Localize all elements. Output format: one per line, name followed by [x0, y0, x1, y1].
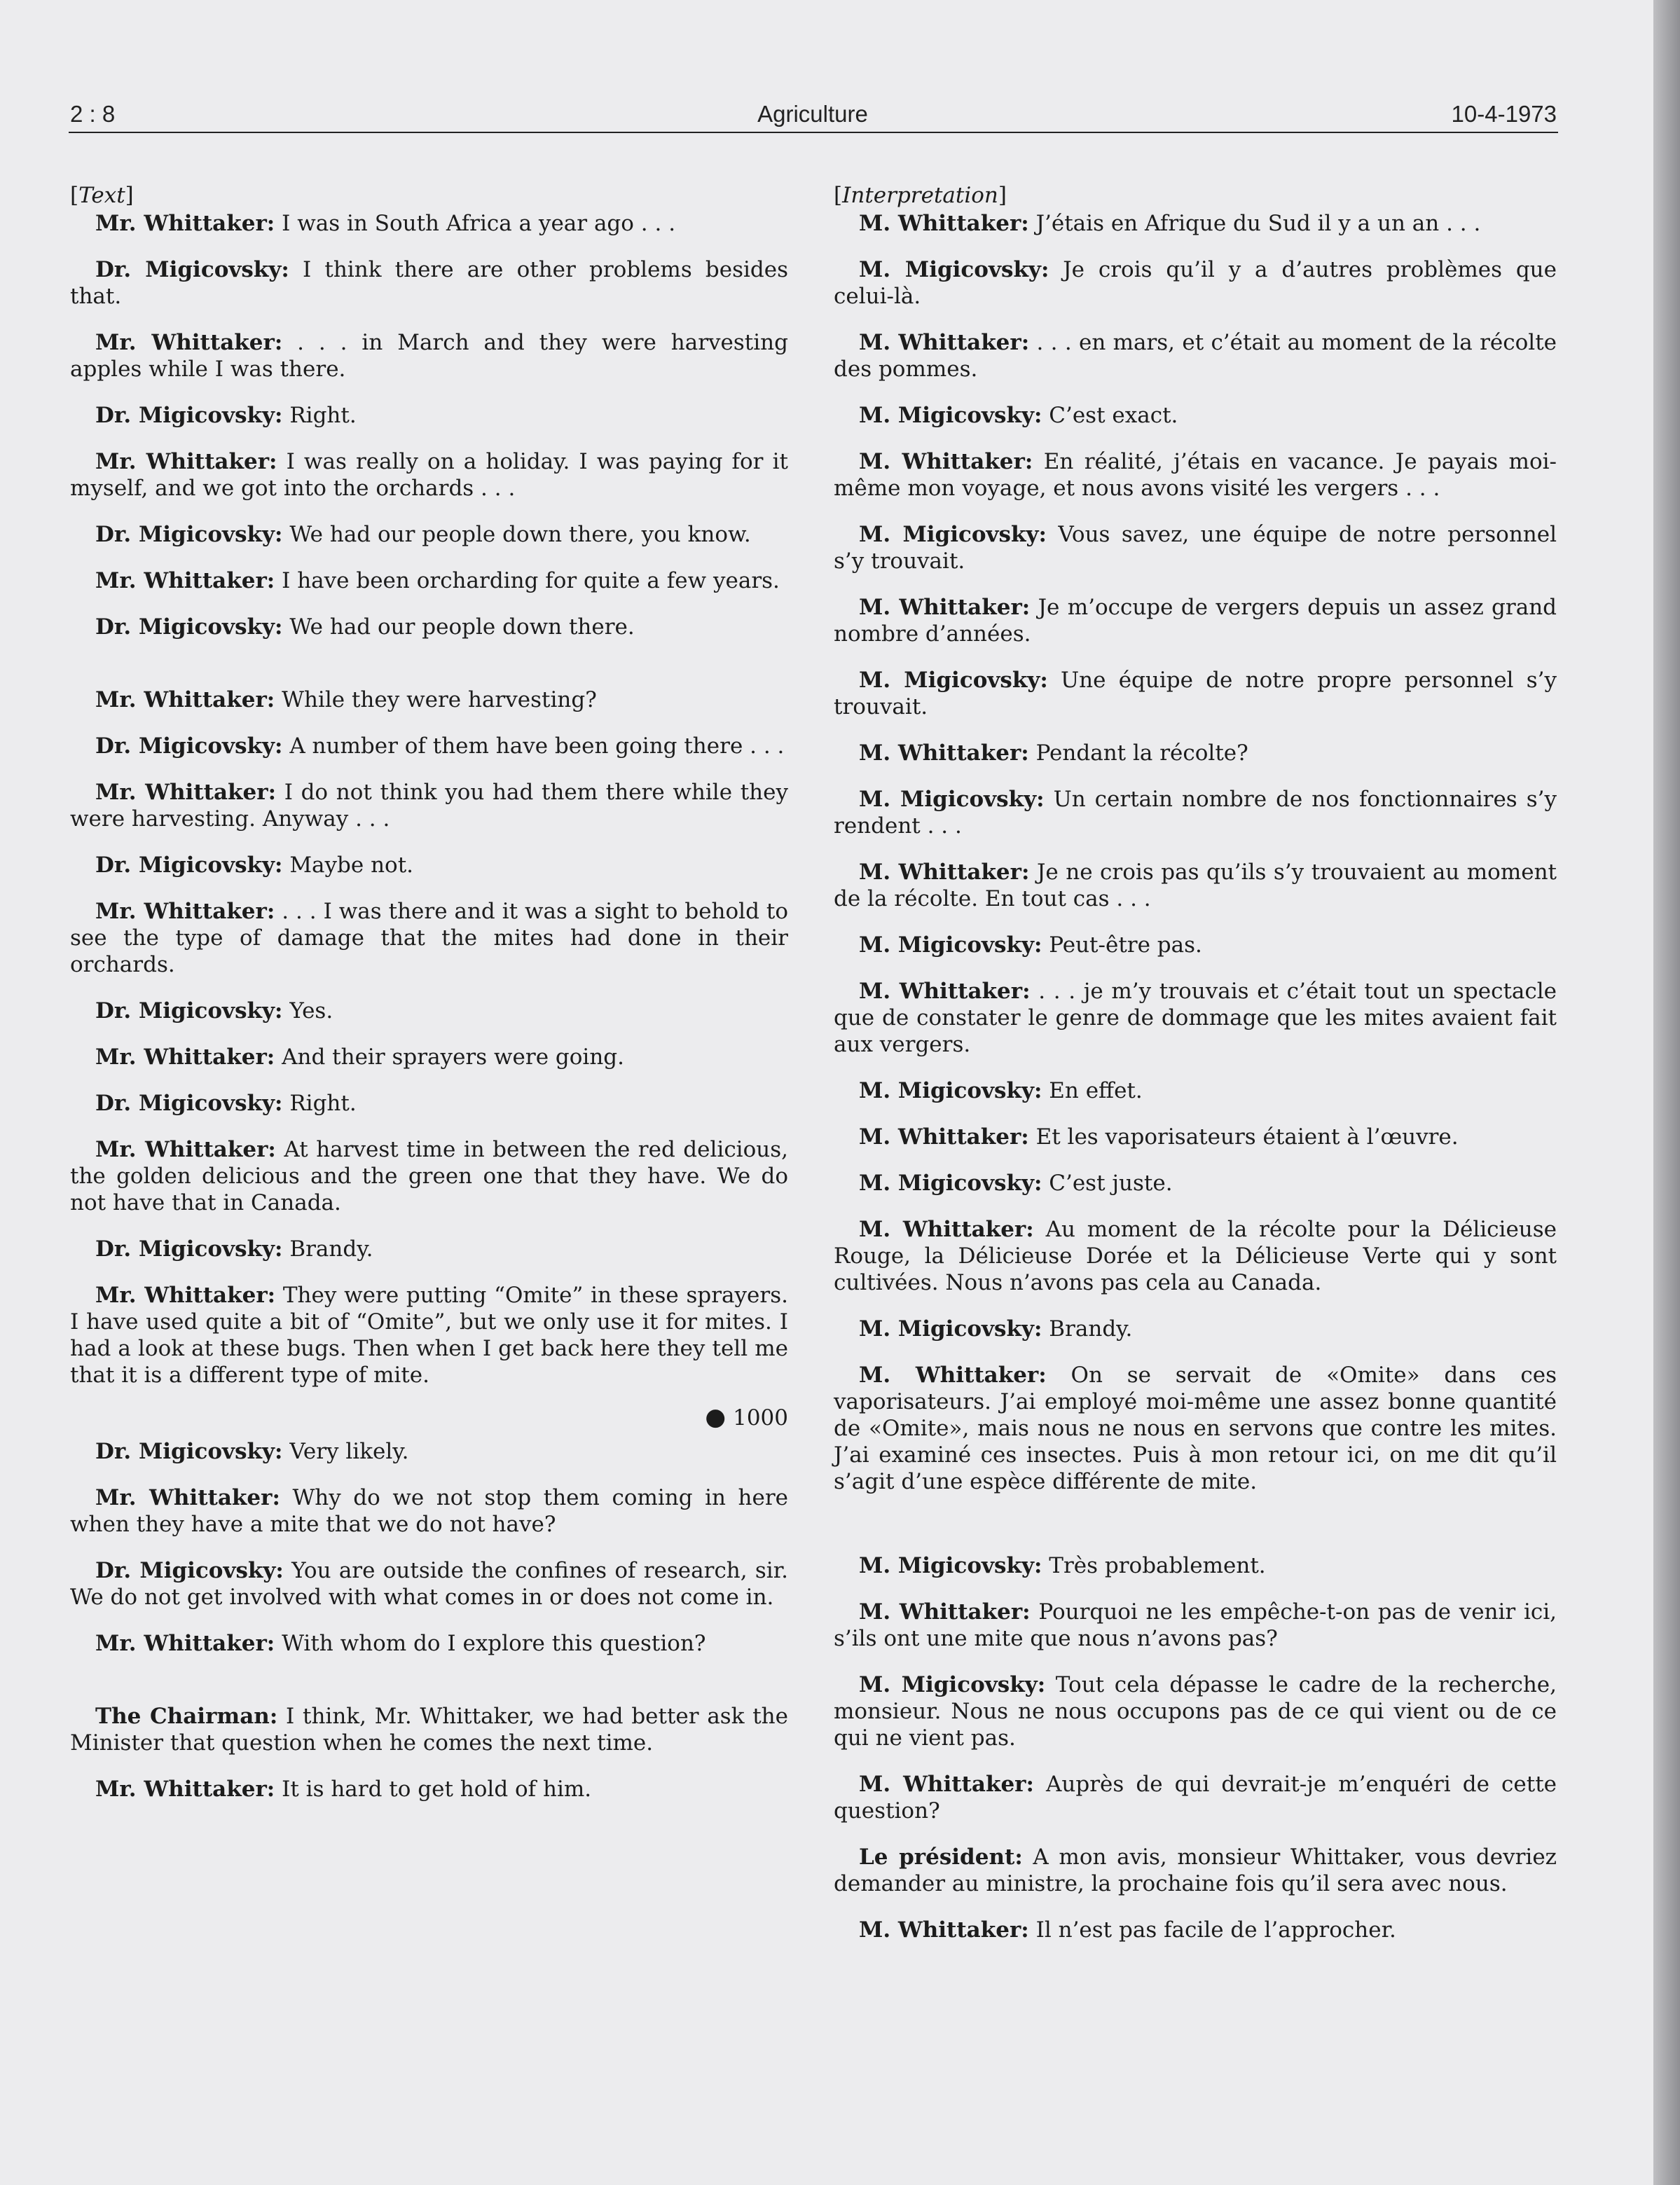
transcript-turn: M. Migicovsky: Je crois qu’il y a d’autres problèmes que celui-là.	[834, 257, 1557, 309]
speaker-name: Mr. Whittaker:	[95, 1485, 280, 1510]
speaker-name: M. Whittaker:	[859, 1917, 1029, 1943]
speaker-name: M. Whittaker:	[859, 1217, 1034, 1242]
speaker-name: M. Migicovsky:	[859, 522, 1047, 547]
transcript-turn: M. Whittaker: En réalité, j’étais en vacance. Je payais moi-même mon voyage, et nous avons visité les vergers . . .	[834, 449, 1557, 501]
speaker-name: Dr. Migicovsky:	[95, 1091, 283, 1116]
speaker-name: Mr. Whittaker:	[95, 211, 275, 236]
english-column	[70, 181, 788, 1822]
transcript-turn: M. Migicovsky: Peut-être pas.	[859, 932, 1202, 958]
french-column	[834, 181, 1557, 1963]
transcript-turn: M. Migicovsky: C’est exact.	[859, 403, 1178, 428]
speaker-name: M. Migicovsky:	[859, 1171, 1042, 1196]
speaker-name: Mr. Whittaker:	[95, 1777, 275, 1802]
page-title: Agriculture	[757, 101, 868, 127]
transcript-turn: M. Whittaker: Il n’est pas facile de l’approcher.	[859, 1917, 1396, 1943]
speaker-name: The Chairman:	[95, 1704, 278, 1729]
speaker-name: Dr. Migicovsky:	[95, 403, 283, 428]
speaker-name: M. Migicovsky:	[859, 932, 1042, 958]
speaker-name: Mr. Whittaker:	[95, 899, 275, 924]
transcript-turn: Mr. Whittaker: . . . I was there and it was a sight to behold to see the type of damage that the mites had done in their orchards.	[70, 899, 788, 977]
speaker-name: Dr. Migicovsky:	[95, 257, 289, 282]
speaker-name: M. Whittaker:	[859, 1772, 1034, 1797]
transcript-turn: M. Whittaker: Pourquoi ne les empêche-t-on pas de venir ici, s’ils ont une mite que nous n’avons pas?	[834, 1599, 1557, 1651]
bullet-icon: ●	[705, 1403, 727, 1431]
speaker-name: M. Migicovsky:	[859, 668, 1048, 693]
transcript-turn: Le président: A mon avis, monsieur Whittaker, vous devriez demander au ministre, la prochaine fois qu’il sera avec nous.	[834, 1845, 1557, 1896]
speaker-name: M. Whittaker:	[859, 740, 1029, 766]
speaker-name: Mr. Whittaker:	[95, 1631, 275, 1656]
transcript-turn: M. Whittaker: . . . en mars, et c’était au moment de la récolte des pommes.	[834, 330, 1557, 382]
speaker-name: Mr. Whittaker:	[95, 687, 275, 712]
speaker-name: M. Whittaker:	[859, 1124, 1029, 1150]
speaker-name: M. Migicovsky:	[859, 1553, 1042, 1578]
header-rule	[69, 132, 1558, 133]
speaker-name: Dr. Migicovsky:	[95, 853, 283, 878]
transcript-turn: Dr. Migicovsky: A number of them have been going there . . .	[95, 733, 785, 759]
section-label: [Text]	[70, 183, 134, 208]
transcript-turn: M. Migicovsky: Vous savez, une équipe de notre personnel s’y trouvait.	[834, 522, 1557, 574]
transcript-turn: M. Whittaker: . . . je m’y trouvais et c’était tout un spectacle que de constater le genre de dommage que les mites avaient fait aux vergers.	[834, 979, 1557, 1057]
speaker-name: Dr. Migicovsky:	[95, 522, 283, 547]
transcript-turn: M. Migicovsky: Une équipe de notre propre personnel s’y trouvait.	[834, 668, 1557, 719]
transcript-turn: M. Migicovsky: En effet.	[859, 1078, 1143, 1103]
speaker-name: M. Whittaker:	[859, 1363, 1047, 1388]
transcript-turn: Mr. Whittaker: I was really on a holiday. I was paying for it myself, and we got into the orchards . . .	[70, 449, 788, 501]
transcript-turn: M. Migicovsky: Très probablement.	[859, 1553, 1266, 1578]
speaker-name: Dr. Migicovsky:	[95, 1439, 283, 1464]
speaker-name: Dr. Migicovsky:	[95, 614, 283, 640]
transcript-turn: M. Whittaker: Je m’occupe de vergers depuis un assez grand nombre d’années.	[834, 595, 1557, 647]
speaker-name: M. Whittaker:	[859, 595, 1031, 620]
transcript-turn: M. Whittaker: On se servait de «Omite» dans ces vaporisateurs. J’ai employé moi-même une assez bonne quantité de «Omite», mais nous ne nous en servons que contre les mites. J’ai examiné ces insectes. Puis à mon retour ici, on me dit qu’il s’agit d’une espèce différente de mite.	[834, 1363, 1557, 1494]
transcript-turn: The Chairman: I think, Mr. Whittaker, we had better ask the Minister that question when he comes the next time.	[70, 1704, 788, 1756]
speaker-name: M. Migicovsky:	[859, 787, 1045, 812]
transcript-turn: Dr. Migicovsky: Right.	[95, 403, 357, 428]
transcript-turn: Mr. Whittaker: With whom do I explore this question?	[95, 1631, 706, 1656]
transcript-turn: M. Whittaker: Au moment de la récolte pour la Délicieuse Rouge, la Délicieuse Dorée et la Délicieuse Verte qui y sont cultivées. Nous n’avons pas cela au Canada.	[834, 1217, 1557, 1295]
speaker-name: M. Migicovsky:	[859, 403, 1042, 428]
transcript-turn: M. Whittaker: Auprès de qui devrait-je m’enquéri de cette question?	[834, 1772, 1557, 1824]
transcript-turn: M. Whittaker: Pendant la récolte?	[859, 740, 1248, 766]
transcript-turn: M. Migicovsky: Brandy.	[859, 1316, 1133, 1342]
transcript-turn: Dr. Migicovsky: Maybe not.	[95, 853, 414, 878]
speaker-name: Dr. Migicovsky:	[95, 998, 283, 1023]
transcript-turn: Mr. Whittaker: And their sprayers were going.	[95, 1045, 624, 1070]
page-edge-shadow	[1653, 0, 1680, 2185]
time-marker: ● 1000	[705, 1403, 788, 1431]
page-number: 2 : 8	[70, 101, 116, 127]
speaker-name: Mr. Whittaker:	[95, 1045, 275, 1070]
speaker-name: Dr. Migicovsky:	[95, 1236, 283, 1262]
speaker-name: Mr. Whittaker:	[95, 330, 283, 355]
transcript-turn: Dr. Migicovsky: I think there are other problems besides that.	[70, 257, 789, 309]
transcript-turn: Mr. Whittaker: I was in South Africa a year ago . . .	[95, 211, 676, 236]
speaker-name: Mr. Whittaker:	[95, 449, 277, 474]
transcript-turn: M. Whittaker: Je ne crois pas qu’ils s’y trouvaient au moment de la récolte. En tout cas . . .	[834, 860, 1557, 911]
speaker-name: M. Whittaker:	[859, 211, 1029, 236]
speaker-name: Mr. Whittaker:	[95, 780, 277, 805]
speaker-name: Le président:	[859, 1845, 1023, 1870]
transcript-turn: Mr. Whittaker: . . . in March and they were harvesting apples while I was there.	[70, 330, 788, 382]
transcript-turn: Dr. Migicovsky: Brandy.	[95, 1236, 373, 1262]
transcript-turn: Dr. Migicovsky: You are outside the confines of research, sir. We do not get involved with what comes in or does not come in.	[70, 1558, 788, 1610]
transcript-turn: Dr. Migicovsky: Yes.	[95, 998, 333, 1023]
speaker-name: M. Migicovsky:	[859, 1078, 1042, 1103]
speaker-name: Mr. Whittaker:	[95, 1283, 276, 1308]
transcript-turn: Mr. Whittaker: Why do we not stop them coming in here when they have a mite that we do not have?	[70, 1485, 788, 1537]
speaker-name: Mr. Whittaker:	[95, 568, 275, 593]
transcript-turn: Dr. Migicovsky: We had our people down there.	[95, 614, 635, 640]
speaker-name: M. Whittaker:	[859, 1599, 1031, 1625]
speaker-name: M. Migicovsky:	[859, 257, 1049, 282]
speaker-name: M. Migicovsky:	[859, 1672, 1046, 1697]
transcript-turn: Mr. Whittaker: At harvest time in between the red delicious, the golden delicious and the green one that they have. We do not have that in Canada.	[70, 1137, 788, 1215]
speaker-name: M. Whittaker:	[859, 979, 1031, 1004]
transcript-turn: M. Whittaker: J’étais en Afrique du Sud il y a un an . . .	[859, 211, 1481, 236]
transcript-turn: M. Whittaker: Et les vaporisateurs étaient à l’œuvre.	[859, 1124, 1459, 1150]
section-label: [Interpretation]	[834, 183, 1007, 208]
transcript-turn: Mr. Whittaker: It is hard to get hold of him.	[95, 1777, 592, 1802]
transcript-turn: M. Migicovsky: Un certain nombre de nos fonctionnaires s’y rendent . . .	[834, 787, 1557, 839]
speaker-name: Mr. Whittaker:	[95, 1137, 276, 1162]
speaker-name: M. Whittaker:	[859, 860, 1030, 885]
transcript-turn: Mr. Whittaker: They were putting “Omite” in these sprayers. I have used quite a bit of “Omite”, but we only use it for mites. I had a look at these bugs. Then when I get back here they tell me that it is a different type of mite.	[70, 1283, 788, 1388]
transcript-turn: Mr. Whittaker: I do not think you had them there while they were harvesting. Anyway . . .	[70, 780, 788, 832]
transcript-turn: Mr. Whittaker: I have been orcharding for quite a few years.	[95, 568, 780, 593]
transcript-turn: M. Migicovsky: Tout cela dépasse le cadre de la recherche, monsieur. Nous ne nous occupons pas de ce qui vient ou de ce qui ne vient pas.	[834, 1672, 1557, 1751]
speaker-name: Dr. Migicovsky:	[95, 1558, 284, 1583]
speaker-name: M. Whittaker:	[859, 449, 1033, 474]
transcript-turn: M. Migicovsky: C’est juste.	[859, 1171, 1173, 1196]
transcript-turn: Dr. Migicovsky: We had our people down there, you know.	[95, 522, 751, 547]
speaker-name: M. Whittaker:	[859, 330, 1030, 355]
speaker-name: Dr. Migicovsky:	[95, 733, 283, 759]
transcript-turn: Dr. Migicovsky: Very likely.	[95, 1439, 409, 1464]
transcript-turn: Mr. Whittaker: While they were harvesting?	[95, 687, 597, 712]
transcript-turn: Dr. Migicovsky: Right.	[95, 1091, 357, 1116]
page-date: 10-4-1973	[1451, 101, 1557, 127]
speaker-name: M. Migicovsky:	[859, 1316, 1042, 1342]
